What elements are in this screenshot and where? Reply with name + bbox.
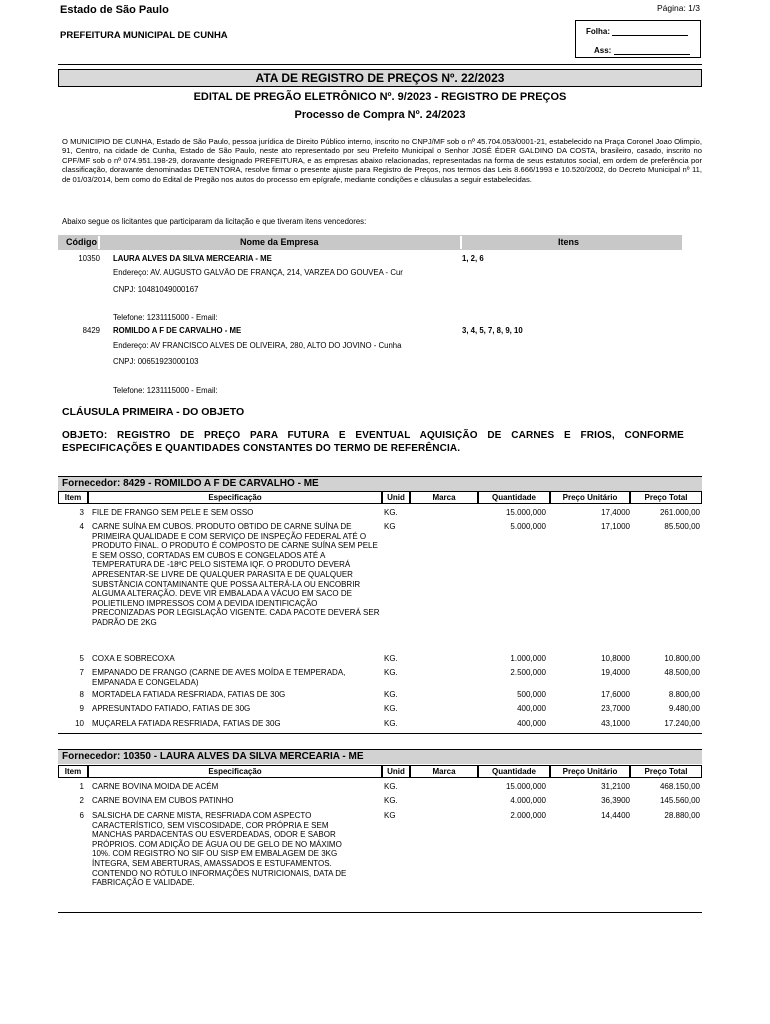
col-marca: Marca: [410, 765, 478, 778]
row-preco-unitario: 31,2100: [601, 782, 630, 791]
row-preco-unitario: 17,1000: [601, 522, 630, 531]
row-spec: CARNE BOVINA MOIDA DE ACÉM: [92, 782, 219, 791]
row-spec: CARNE BOVINA EM CUBOS PATINHO: [92, 796, 234, 805]
row-preco-total: 17.240,00: [664, 719, 700, 728]
intro-paragraph: O MUNICIPIO DE CUNHA, Estado de São Paulo, pessoa jurídica de Direito Público interno, inscrito no CNPJ/MF sob o nº 45.704.053/0001-21, estabelecido na Praça Coronel Joao Olimpio, 91, Centro, na cidade de Cunha, Estado de São Paulo, neste ato representado por seu Prefeito Municipal o Senhor JOSÉ ÉDER GALDINO DA COSTA, brasileiro, casado, inscrito no CPF/MF sob o nº 074.951.198-29, doravante designado PREFEITURA, e as empresas abaixo relacionadas, representadas na forma de seus estatutos social, em ordem de preferência por classificação, doravante denominadas DETENTORA, resolve firmar o presente ajuste para Registro de Preços, nos termos das Leis 8.666/1993 e 10.520/2002, do Decreto Municipal nº 11, de 01/03/2014, bem como do Edital de Pregão nos autos do processo em epígrafe, mediante condições e cláusulas a seguir estabelecidas.: [62, 137, 702, 184]
row-unid: KG.: [384, 668, 398, 677]
licitante-endereco: Endereço: AV FRANCISCO ALVES DE OLIVEIRA, 280, ALTO DO JOVINO - Cunha: [113, 341, 402, 350]
row-item: 1: [79, 782, 84, 791]
row-item: 7: [79, 668, 84, 677]
row-preco-total: 261.000,00: [659, 508, 700, 517]
licitante-itens: 1, 2, 6: [462, 254, 484, 263]
ass-label: Ass:: [594, 46, 612, 55]
processo-title: Processo de Compra Nº. 24/2023: [294, 109, 466, 121]
row-quantidade: 400,000: [517, 719, 546, 728]
row-quantidade: 400,000: [517, 704, 546, 713]
row-spec: SALSICHA DE CARNE MISTA, RESFRIADA COM ASPECTO CARACTERÍSTICO, SEM VISCOSIDADE, COR PRÓPRIA E SEM MANCHAS PARDACENTAS OU ESVERDEADAS, ODOR E SABOR PRÓPRIOS. COM ADIÇÃO DE ÁGUA OU DE GELO DE NO MÁXIMO 10%. COM REGISTRO NO SIF OU SISP EM EMBALAGEM DE 3KG ÍNTEGRA, SEM ABERTURAS, AMASSADOS E ESTUFAMENTOS. CONTENDO NO RÓTULO INFORMAÇÕES NUTRICIONAIS, DATA DE FABRICAÇÃO E VALIDADE.: [92, 811, 347, 888]
table-column-header: [58, 491, 702, 504]
row-unid: KG.: [384, 690, 398, 699]
table-end-line: [58, 912, 702, 913]
row-spec: EMPANADO DE FRANGO (CARNE DE AVES MOÍDA E TEMPERADA, EMPANADA E CONGELADA): [92, 668, 346, 687]
licitantes-header: [58, 235, 682, 250]
row-preco-total: 468.150,00: [659, 782, 700, 791]
licitante-endereco: Endereço: AV. AUGUSTO GALVÃO DE FRANÇA, 214, VARZEA DO GOUVEA - Cur: [113, 268, 403, 277]
row-preco-total: 9.480,00: [668, 704, 700, 713]
row-preco-unitario: 19,4000: [601, 668, 630, 677]
folha-label: Folha:: [586, 27, 610, 36]
col-item: Item: [58, 491, 88, 504]
row-preco-total: 145.560,00: [659, 796, 700, 805]
row-preco-unitario: 23,7000: [601, 704, 630, 713]
col-preco-unitario: Preço Unitário: [550, 765, 630, 778]
row-item: 4: [79, 522, 84, 531]
row-quantidade: 500,000: [517, 690, 546, 699]
row-preco-unitario: 10,8000: [601, 654, 630, 663]
fornecedor-header: Fornecedor: 8429 - ROMILDO A F DE CARVALHO - ME: [58, 476, 702, 491]
row-item: 10: [75, 719, 84, 728]
row-unid: KG.: [384, 719, 398, 728]
row-spec: MUÇARELA FATIADA RESFRIADA, FATIAS DE 30G: [92, 719, 281, 728]
row-item: 9: [79, 704, 84, 713]
prefeitura-name: PREFEITURA MUNICIPAL DE CUNHA: [60, 30, 228, 41]
col-especificacao: Especificação: [88, 491, 382, 504]
row-preco-total: 48.500,00: [664, 668, 700, 677]
table-end-line: [58, 733, 702, 734]
col-item: Item: [58, 765, 88, 778]
row-spec: APRESUNTADO FATIADO, FATIAS DE 30G: [92, 704, 251, 713]
col-marca: Marca: [410, 491, 478, 504]
row-unid: KG.: [384, 654, 398, 663]
row-preco-unitario: 43,1000: [601, 719, 630, 728]
row-unid: KG: [384, 522, 396, 531]
clausula-title: CLÁUSULA PRIMEIRA - DO OBJETO: [62, 406, 245, 418]
licitante-codigo: 10350: [78, 254, 100, 263]
col-unid: Unid: [382, 491, 410, 504]
licitante-cnpj: CNPJ: 00651923000103: [113, 357, 199, 366]
row-preco-unitario: 17,4000: [601, 508, 630, 517]
row-spec: CARNE SUÍNA EM CUBOS. PRODUTO OBTIDO DE CARNE SUÍNA DE PRIMEIRA QUALIDADE E COM SERVIÇO DE INSPEÇÃO FEDERAL ATÉ O PRODUTO FINAL. O PRODUTO É COMPOSTO DE CARNE SUÍNA SEM PELE E SEM OSSO, CORTADAS EM CUBOS E CONGELADOS ATÉ A TEMPERATURA DE -18ºC PELO SISTEMA IQF. O PRODUTO DEVERÁ APRESENTAR-SE LIVRE DE QUALQUER PARASITA E DE QUALQUER SUBSTÂNCIA CONTAMINANTE QUE POSSA ALTERÁ-LA OU ENCOBRIR ALGUMA ALTERAÇÃO. DEVE VIR EMBALADA A VÁCUO EM SACO DE POLIETILENO IMPRESSOS COM A DEVIDA IDENTIFICAÇÃO PRECONIZADAS POR LEGISLAÇÃO VIGENTE. CADA PACOTE DEVERÁ SER PADRÃO DE 2KG: [92, 522, 380, 627]
row-quantidade: 15.000,000: [505, 782, 546, 791]
col-codigo: Código: [66, 237, 97, 247]
folha-line: [612, 28, 688, 36]
col-especificacao: Especificação: [88, 765, 382, 778]
licitante-nome: ROMILDO A F DE CARVALHO - ME: [113, 326, 242, 335]
col-quantidade: Quantidade: [478, 765, 550, 778]
row-item: 8: [79, 690, 84, 699]
col-unid: Unid: [382, 765, 410, 778]
row-quantidade: 2.000,000: [510, 811, 546, 820]
ata-title: ATA DE REGISTRO DE PREÇOS Nº. 22/2023: [58, 69, 702, 87]
row-preco-unitario: 36,3900: [601, 796, 630, 805]
folha-box: [575, 20, 701, 58]
row-spec: FILE DE FRANGO SEM PELE E SEM OSSO: [92, 508, 254, 517]
row-item: 5: [79, 654, 84, 663]
row-preco-total: 28.880,00: [664, 811, 700, 820]
row-unid: KG: [384, 811, 396, 820]
row-item: 2: [79, 796, 84, 805]
col-preco-total: Preço Total: [630, 491, 702, 504]
licitante-telefone: Telefone: 1231115000 - Email:: [113, 386, 218, 395]
row-quantidade: 2.500,000: [510, 668, 546, 677]
licitante-nome: LAURA ALVES DA SILVA MERCEARIA - ME: [113, 254, 272, 263]
col-preco-unitario: Preço Unitário: [550, 491, 630, 504]
row-quantidade: 15.000,000: [505, 508, 546, 517]
licitante-cnpj: CNPJ: 10481049000167: [113, 285, 199, 294]
fornecedor-header: Fornecedor: 10350 - LAURA ALVES DA SILVA MERCEARIA - ME: [58, 749, 702, 764]
col-preco-total: Preço Total: [630, 765, 702, 778]
header-divider: [58, 64, 702, 65]
row-item: 6: [79, 811, 84, 820]
row-preco-unitario: 17,6000: [601, 690, 630, 699]
row-quantidade: 5.000,000: [510, 522, 546, 531]
row-preco-unitario: 14,4400: [601, 811, 630, 820]
licitante-codigo: 8429: [82, 326, 100, 335]
row-quantidade: 4.000,000: [510, 796, 546, 805]
licitante-itens: 3, 4, 5, 7, 8, 9, 10: [462, 326, 523, 335]
row-unid: KG.: [384, 508, 398, 517]
col-quantidade: Quantidade: [478, 491, 550, 504]
licitante-telefone: Telefone: 1231115000 - Email:: [113, 313, 218, 322]
licitantes-intro: Abaixo segue os licitantes que participaram da licitação e que tiveram itens vencedores:: [62, 217, 367, 226]
row-spec: MORTADELA FATIADA RESFRIADA, FATIAS DE 30G: [92, 690, 286, 699]
page-number: Página: 1/3: [656, 3, 700, 13]
row-preco-total: 10.800,00: [664, 654, 700, 663]
row-quantidade: 1.000,000: [510, 654, 546, 663]
objeto-text: OBJETO: REGISTRO DE PREÇO PARA FUTURA E EVENTUAL AQUISIÇÃO DE CARNES E FRIOS, CONFORME ESPECIFICAÇÕES E QUANTIDADES CONSTANTES DO TERMO DE REFERÊNCIA.: [62, 430, 684, 454]
row-spec: COXA E SOBRECOXA: [92, 654, 175, 663]
col-itens: Itens: [558, 237, 580, 247]
state-name: Estado de São Paulo: [60, 4, 169, 16]
row-unid: KG.: [384, 796, 398, 805]
col-nome: Nome da Empresa: [240, 237, 319, 247]
row-preco-total: 8.800,00: [668, 690, 700, 699]
row-unid: KG.: [384, 704, 398, 713]
row-preco-total: 85.500,00: [664, 522, 700, 531]
table-column-header: [58, 765, 702, 778]
ass-line: [614, 47, 690, 55]
row-unid: KG.: [384, 782, 398, 791]
row-item: 3: [79, 508, 84, 517]
edital-title: EDITAL DE PREGÃO ELETRÔNICO Nº. 9/2023 - REGISTRO DE PREÇOS: [193, 91, 567, 103]
